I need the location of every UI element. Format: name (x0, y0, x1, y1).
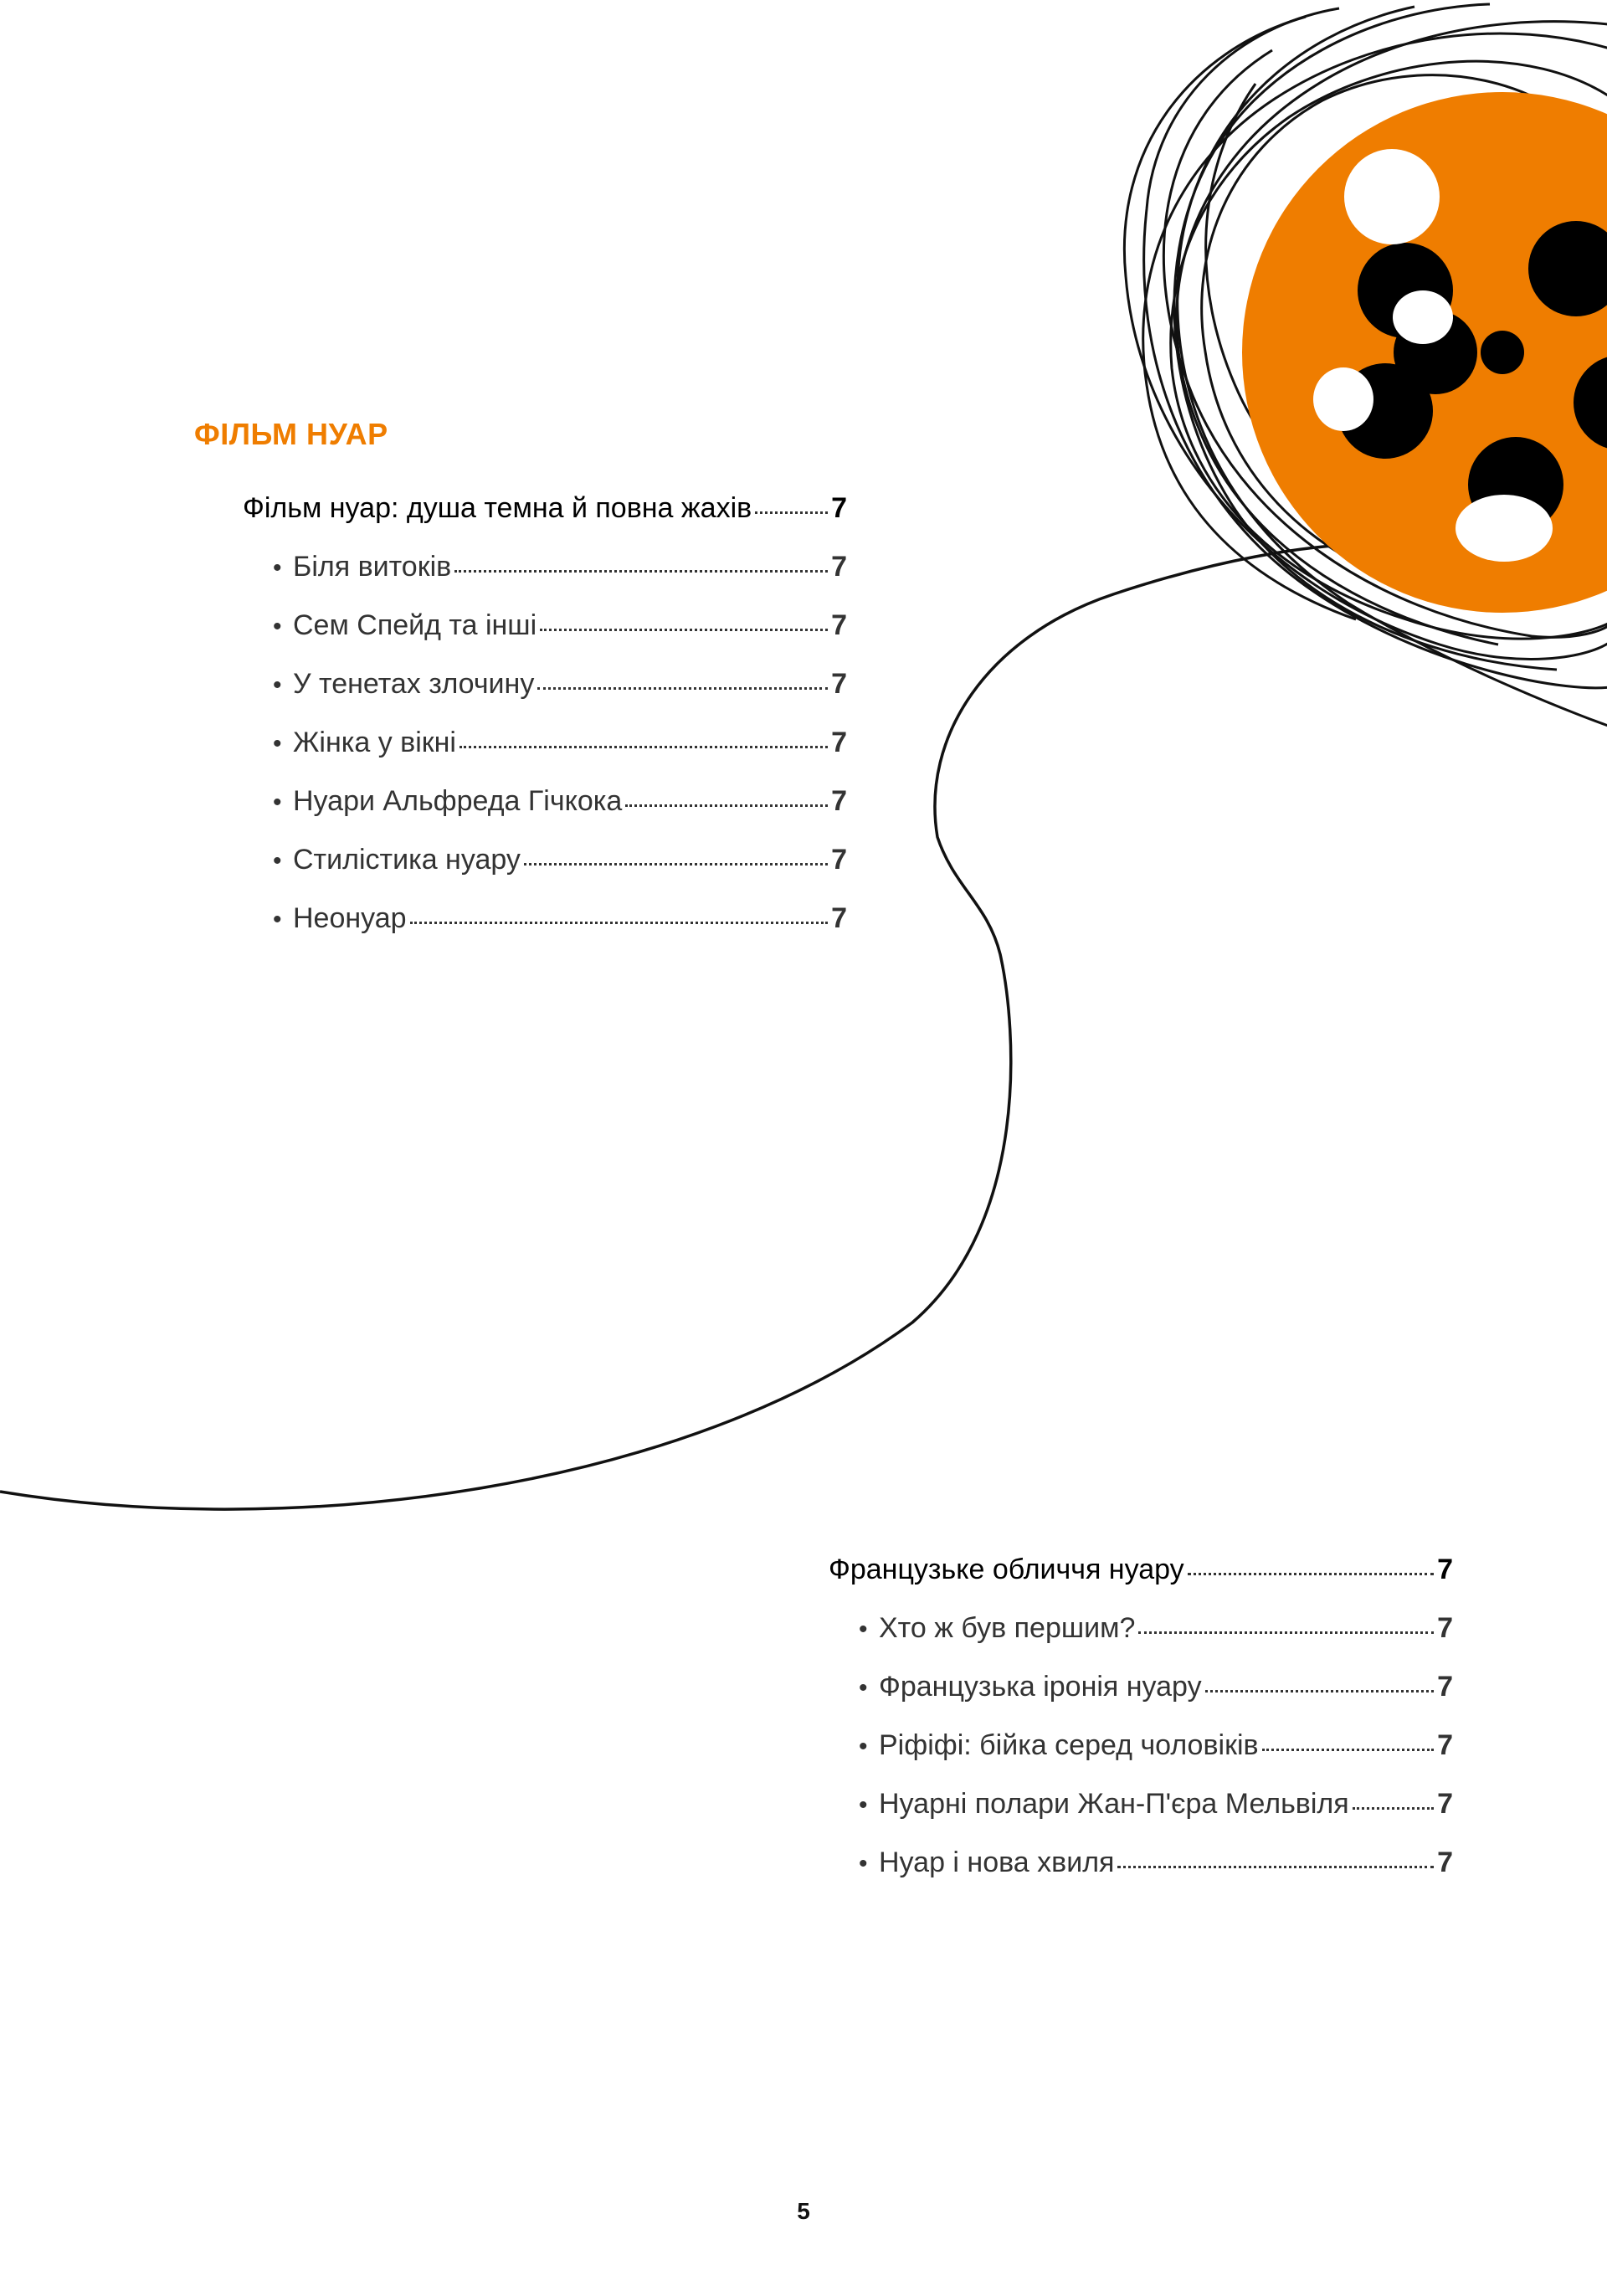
toc-entry[interactable] (243, 670, 847, 728)
dot-leader (1188, 1573, 1434, 1575)
dot-leader (1117, 1866, 1434, 1868)
toc-page-number: 7 (1437, 1671, 1453, 1703)
toc-entry-main[interactable] (829, 1555, 1453, 1614)
toc-entry[interactable] (829, 1848, 1453, 1907)
bullet-icon: • (273, 671, 282, 699)
dot-leader (540, 629, 828, 631)
toc-entry[interactable] (829, 1672, 1453, 1731)
toc-entry[interactable] (243, 611, 847, 670)
bullet-icon: • (273, 906, 282, 933)
page-number: 5 (797, 2198, 810, 2224)
toc-page-number: 7 (831, 551, 847, 583)
toc-page-number: 7 (831, 785, 847, 817)
bullet-icon: • (859, 1615, 868, 1643)
toc-entry-title: Фільм нуар: душа темна й повна жахів (243, 492, 752, 524)
toc-entry-title: Французька іронія нуару (879, 1671, 1202, 1703)
bullet-icon: • (859, 1791, 868, 1819)
toc-page-number: 7 (1437, 1788, 1453, 1820)
dot-leader (1353, 1807, 1434, 1810)
toc-entry-title: Французьке обличчя нуару (829, 1554, 1184, 1585)
toc-entry-title: Хто ж був першим? (879, 1612, 1136, 1644)
section-heading: ФІЛЬМ НУАР (194, 417, 388, 451)
dot-leader (1205, 1690, 1434, 1692)
bullet-icon: • (859, 1674, 868, 1702)
bullet-icon: • (273, 613, 282, 640)
toc-entry-title: У тенетах злочину (293, 668, 535, 700)
toc-entry-title: Ріфіфі: бійка серед чоловіків (879, 1729, 1259, 1761)
toc-entry[interactable] (243, 787, 847, 845)
toc-page-number: 7 (1437, 1554, 1453, 1585)
toc-entry-title: Жінка у вікні (293, 727, 456, 758)
toc-entry[interactable] (243, 904, 847, 963)
dot-leader (755, 511, 828, 514)
toc-page-number: 7 (831, 844, 847, 876)
toc-page-number: 7 (1437, 1847, 1453, 1878)
toc-entry-title: Стилістика нуару (293, 844, 521, 876)
bullet-icon: • (859, 1733, 868, 1760)
toc-page-number: 7 (1437, 1729, 1453, 1761)
toc-page-number: 7 (831, 492, 847, 524)
toc-page-number: 7 (831, 727, 847, 758)
dot-leader (1262, 1749, 1435, 1751)
dot-leader (460, 746, 828, 748)
dot-leader (625, 804, 828, 807)
toc-group-film-noir (243, 494, 847, 963)
bullet-icon: • (273, 788, 282, 816)
toc-page-number: 7 (831, 668, 847, 700)
toc-group-french-noir (829, 1555, 1453, 1907)
dot-leader (524, 863, 828, 865)
dot-leader (410, 922, 828, 924)
bullet-icon: • (273, 847, 282, 875)
toc-entry[interactable] (243, 552, 847, 611)
toc-entry-title: Неонуар (293, 902, 407, 934)
dot-leader (537, 687, 828, 690)
toc-entry-main[interactable] (243, 494, 847, 552)
bullet-icon: • (273, 554, 282, 582)
toc-entry[interactable] (243, 728, 847, 787)
toc-entry[interactable] (829, 1731, 1453, 1790)
toc-entry[interactable] (829, 1790, 1453, 1848)
bullet-icon: • (273, 730, 282, 758)
toc-entry-title: Біля витоків (293, 551, 452, 583)
dot-leader (1138, 1631, 1434, 1634)
toc-page-number: 7 (1437, 1612, 1453, 1644)
toc-entry-title: Нуари Альфреда Гічкока (293, 785, 623, 817)
toc-entry-title: Нуарні полари Жан-П'єра Мельвіля (879, 1788, 1349, 1820)
toc-page-number: 7 (831, 902, 847, 934)
toc-entry-title: Сем Спейд та інші (293, 609, 537, 641)
dot-leader (454, 570, 828, 573)
bullet-icon: • (859, 1850, 868, 1877)
toc-entry-title: Нуар і нова хвиля (879, 1847, 1115, 1878)
toc-entry[interactable] (243, 845, 847, 904)
toc-page-number: 7 (831, 609, 847, 641)
toc-entry[interactable] (829, 1614, 1453, 1672)
